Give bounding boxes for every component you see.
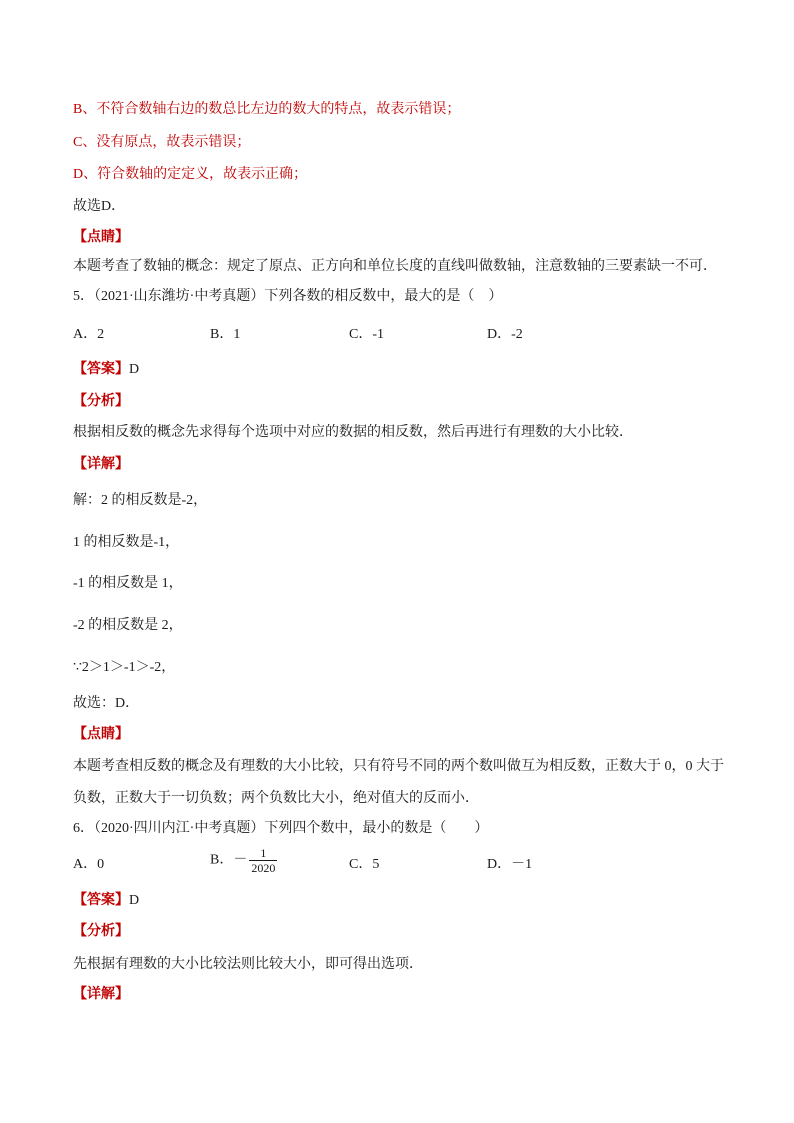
q6-option-d: D．－1	[487, 857, 533, 872]
q6-option-c: C．5	[349, 857, 380, 872]
q6-analysis-label: 【分析】	[73, 924, 129, 939]
q4-option-d-explanation: D、符合数轴的定定义，故表示正确；	[73, 167, 308, 182]
q6-answer-value: D	[129, 893, 140, 908]
q5-detail-label: 【详解】	[73, 457, 129, 472]
q6-answer	[73, 892, 139, 910]
q5-comment-line-2: 负数，正数大于一切负数；两个负数比大小，绝对值大的反而小．	[73, 791, 479, 806]
q5-option-a: A．2	[73, 327, 105, 342]
q5-step-5: ∵2＞1＞-1＞-2，	[73, 660, 176, 675]
q6-option-b	[210, 846, 277, 875]
q6-answer-label: 【答案】	[73, 893, 129, 908]
q5-analysis: 根据相反数的概念先求得每个选项中对应的数据的相反数，然后再进行有理数的大小比较．	[73, 425, 633, 440]
q5-step-1: 解：2 的相反数是-2，	[73, 493, 208, 508]
q6-stem: 6．（2020·四川内江·中考真题）下列四个数中，最小的数是（ ）	[73, 821, 489, 836]
q5-option-d: D．-2	[487, 327, 523, 342]
q5-answer	[73, 361, 139, 379]
q4-comment: 本题考查了数轴的概念：规定了原点、正方向和单位长度的直线叫做数轴，注意数轴的三要素缺一不可．	[73, 259, 717, 274]
q6-option-a: A．0	[73, 857, 105, 872]
q6-analysis: 先根据有理数的大小比较法则比较大小，即可得出选项．	[73, 957, 423, 972]
q5-comment-label: 【点睛】	[73, 727, 129, 742]
q5-analysis-label: 【分析】	[73, 394, 129, 409]
q6-detail-label: 【详解】	[73, 987, 129, 1002]
q5-option-b: B．1	[210, 327, 241, 342]
q4-option-c-explanation: C、没有原点，故表示错误；	[73, 135, 251, 150]
q5-step-3: -1 的相反数是 1，	[73, 576, 183, 591]
fraction	[249, 846, 277, 875]
q6-option-b-prefix: B．－	[210, 852, 248, 868]
q5-step-4: -2 的相反数是 2，	[73, 618, 183, 633]
q4-comment-label: 【点睛】	[73, 230, 129, 245]
q5-option-c: C．-1	[349, 327, 384, 342]
fraction-numerator: 1	[249, 846, 277, 861]
q4-choice: 故选D．	[73, 199, 126, 214]
q5-stem: 5．（2021·山东潍坊·中考真题）下列各数的相反数中，最大的是（ ）	[73, 289, 503, 304]
q5-step-2: 1 的相反数是-1，	[73, 535, 180, 550]
q5-answer-value: D	[129, 362, 140, 377]
q5-step-6: 故选：D．	[73, 696, 140, 711]
q4-option-b-explanation: B、不符合数轴右边的数总比左边的数大的特点，故表示错误；	[73, 102, 461, 117]
q5-comment-line-1: 本题考查相反数的概念及有理数的大小比较，只有符号不同的两个数叫做互为相反数，正数大于 0，0 大于	[73, 759, 724, 774]
q5-answer-label: 【答案】	[73, 362, 129, 377]
fraction-denominator: 2020	[251, 861, 276, 875]
